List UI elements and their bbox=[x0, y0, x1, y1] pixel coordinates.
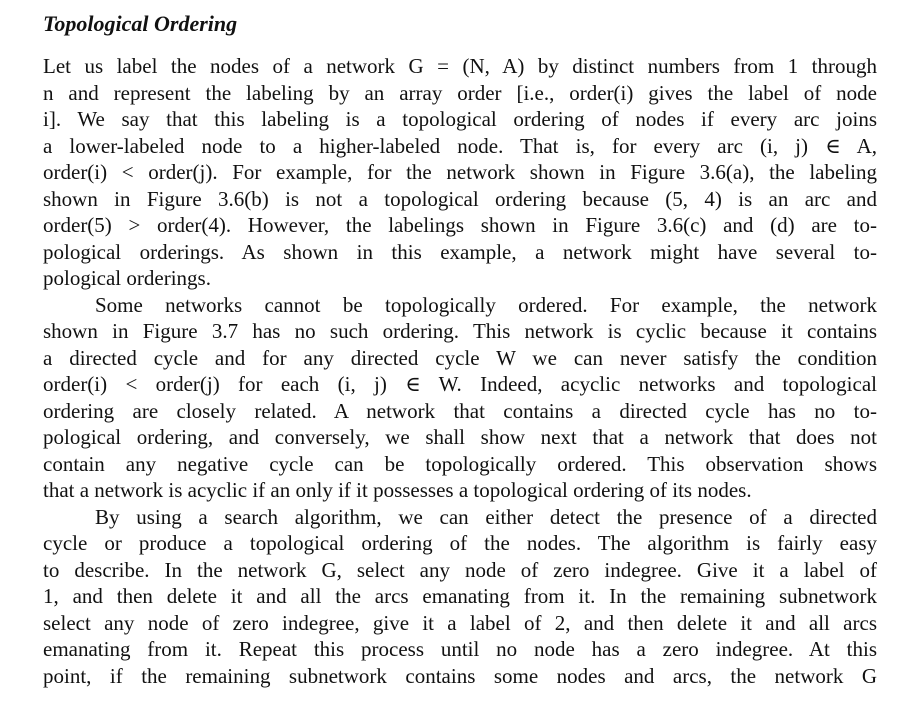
text-line: n and represent the labeling by an array order [i.e., order(i) gives the label of node bbox=[43, 80, 877, 105]
text-line: order(5) > order(4). However, the labelings shown in Figure 3.6(c) and (d) are to- bbox=[43, 213, 877, 237]
text-line: 1, and then delete it and all the arcs emanating from it. In the remaining subnetwork bbox=[43, 584, 877, 608]
text-line: By using a search algorithm, we can either detect the presence of a directed bbox=[95, 504, 877, 529]
text-line: order(i) < order(j). For example, for the network shown in Figure 3.6(a), the labeling bbox=[43, 160, 877, 184]
text-line: Some networks cannot be topologically ordered. For example, the network bbox=[95, 292, 877, 317]
text-line: to describe. In the network G, select any node of zero indegree. Give it a label of bbox=[43, 557, 877, 582]
paragraph-1 bbox=[43, 53, 877, 292]
paragraph-3 bbox=[43, 504, 877, 690]
page-content bbox=[43, 8, 877, 689]
text-line: shown in Figure 3.6(b) is not a topological ordering because (5, 4) is an arc and bbox=[43, 186, 877, 211]
section-heading: Topological Ordering bbox=[43, 11, 238, 36]
text-line: i]. We say that this labeling is a topological ordering of nodes if every arc joins bbox=[43, 107, 877, 131]
text-line: order(i) < order(j) for each (i, j) ∈ W. Indeed, acyclic networks and topological bbox=[43, 372, 877, 396]
text-line: select any node of zero indegree, give it a label of 2, and then delete it and all arcs bbox=[43, 610, 877, 635]
text-line: point, if the remaining subnetwork contains some nodes and arcs, the network G bbox=[43, 663, 877, 688]
text-line: a directed cycle and for any directed cycle W we can never satisfy the condition bbox=[43, 345, 877, 370]
text-line: contain any negative cycle can be topologically ordered. This observation shows bbox=[43, 451, 877, 476]
text-line: emanating from it. Repeat this process until no node has a zero indegree. At this bbox=[43, 637, 877, 661]
text-line: shown in Figure 3.7 has no such ordering. This network is cyclic because it contains bbox=[43, 319, 877, 343]
text-line: pological orderings. As shown in this example, a network might have several to- bbox=[43, 239, 877, 264]
text-line: Let us label the nodes of a network G = (N, A) by distinct numbers from 1 through bbox=[43, 54, 877, 78]
text-line: ordering are closely related. A network that contains a directed cycle has no to- bbox=[43, 398, 877, 423]
text-line: pological ordering, and conversely, we shall show next that a network that does not bbox=[43, 425, 877, 449]
text-line: that a network is acyclic if an only if it possesses a topological ordering of its nodes. bbox=[43, 478, 752, 502]
paragraph-2 bbox=[43, 292, 877, 504]
text-line: a lower-labeled node to a higher-labeled node. That is, for every arc (i, j) ∈ A, bbox=[43, 133, 877, 158]
text-line: cycle or produce a topological ordering of the nodes. The algorithm is fairly easy bbox=[43, 531, 877, 555]
text-line: pological orderings. bbox=[43, 266, 211, 290]
